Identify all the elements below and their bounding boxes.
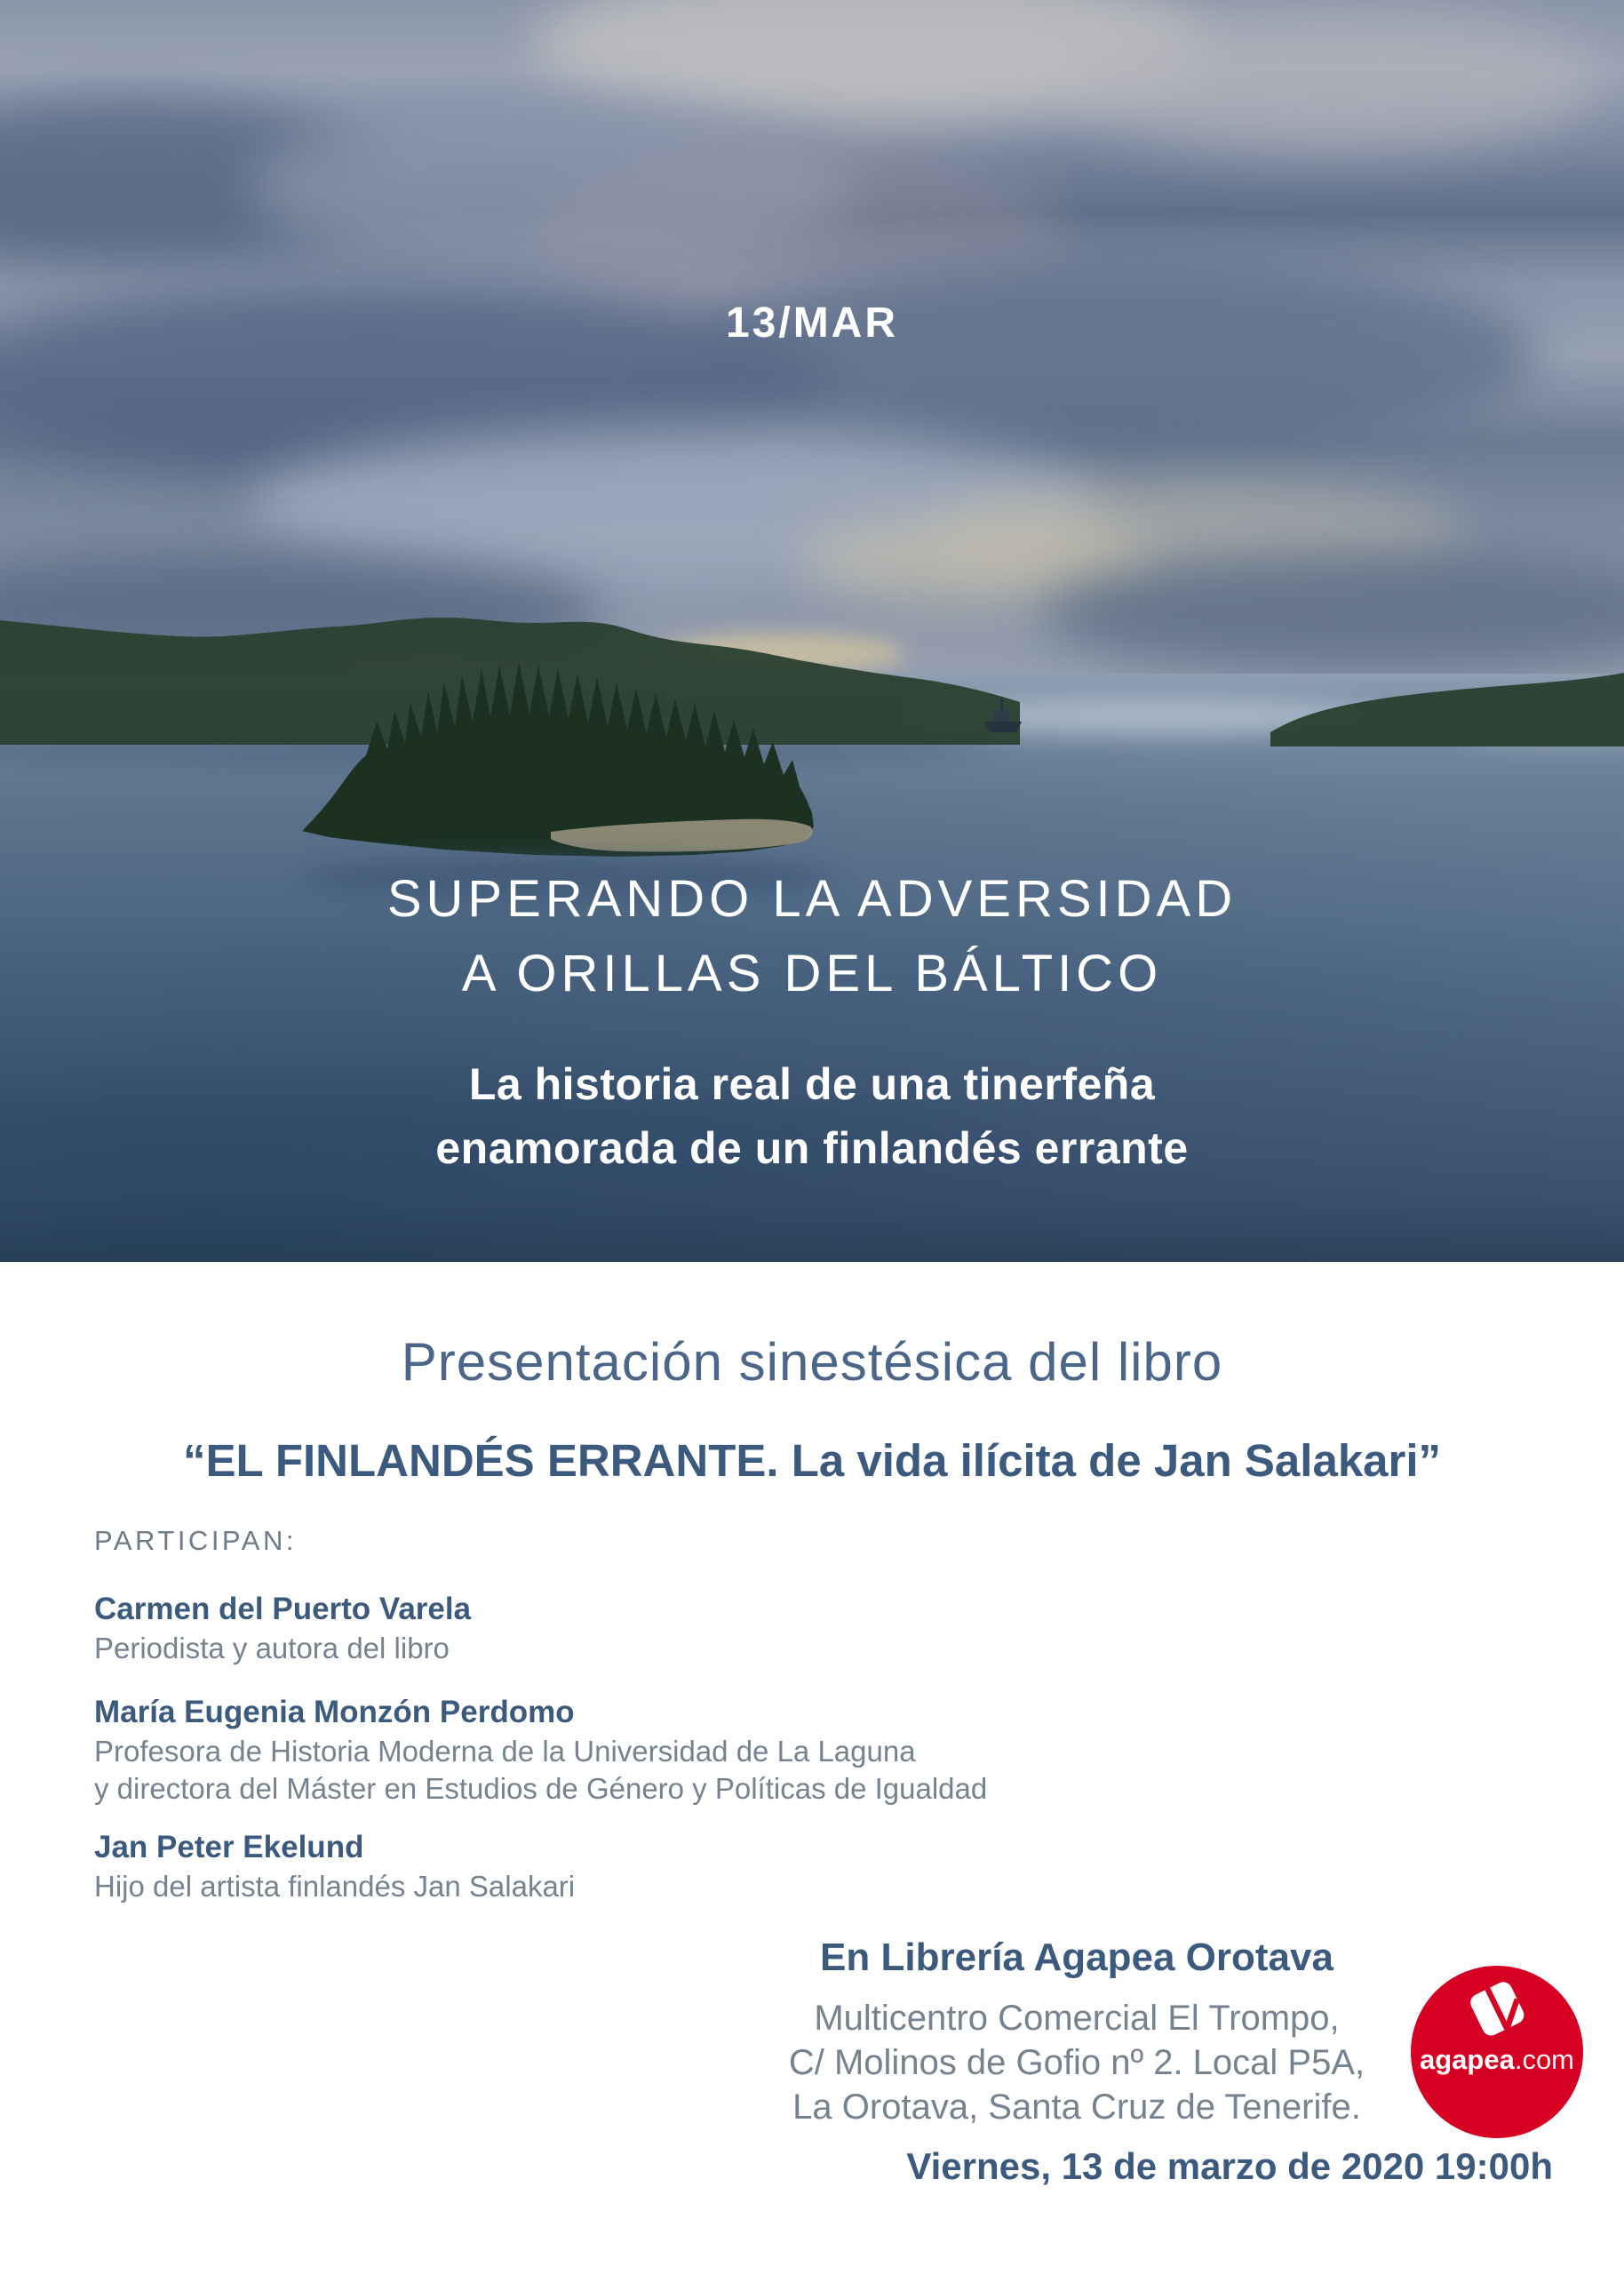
hero-subtitle — [0, 1052, 1624, 1180]
presentation-kicker: Presentación sinestésica del libro — [401, 1332, 1223, 1392]
participants-label: PARTICIPAN: — [94, 1525, 297, 1556]
participant-name: Jan Peter Ekelund — [94, 1830, 364, 1864]
venue-address-line: La Orotava, Santa Cruz de Tenerife. — [792, 2087, 1361, 2127]
hero-subtitle-line-2: enamorada de un finlandés errante — [435, 1123, 1189, 1173]
participant-role: Periodista y autora del libro — [94, 1632, 450, 1664]
hero-title-line-1: SUPERANDO LA ADVERSIDAD — [386, 870, 1238, 928]
hero-title-line-2: A ORILLAS DEL BÁLTICO — [461, 945, 1163, 1002]
book-title: “EL FINLANDÉS ERRANTE. La vida ilícita de Jan Salakari” — [182, 1435, 1442, 1486]
participant-role: Profesora de Historia Moderna de la Universidad de La Laguna — [94, 1735, 916, 1768]
agapea-logo — [1411, 1966, 1583, 2138]
agapea-tld: .com — [1514, 2044, 1575, 2075]
venue-block — [717, 1936, 1437, 2129]
participant-role: Hijo del artista finlandés Jan Salakari — [94, 1870, 576, 1903]
event-date-tag: 13/MAR — [725, 299, 899, 347]
venue-address — [717, 1996, 1437, 2129]
agapea-logo-text — [1411, 2044, 1583, 2076]
venue-name: En Librería Agapea Orotava — [820, 1936, 1333, 1979]
venue-address-line: Multicentro Comercial El Trompo, — [814, 1999, 1340, 2038]
venue-address-line: C/ Molinos de Gofio nº 2. Local P5A, — [788, 2043, 1365, 2082]
agapea-brand: agapea — [1419, 2044, 1515, 2075]
hero-subtitle-line-1: La historia real de una tinerfeña — [468, 1059, 1156, 1109]
hero-title — [0, 862, 1624, 1011]
event-datetime: Viernes, 13 de marzo de 2020 19:00h — [906, 2145, 1553, 2187]
agapea-book-icon — [1459, 1975, 1535, 2050]
participant-role: y directora del Máster en Estudios de Género y Políticas de Igualdad — [94, 1772, 988, 1805]
participant-name: María Eugenia Monzón Perdomo — [94, 1695, 575, 1729]
participant-name: Carmen del Puerto Varela — [94, 1592, 472, 1626]
